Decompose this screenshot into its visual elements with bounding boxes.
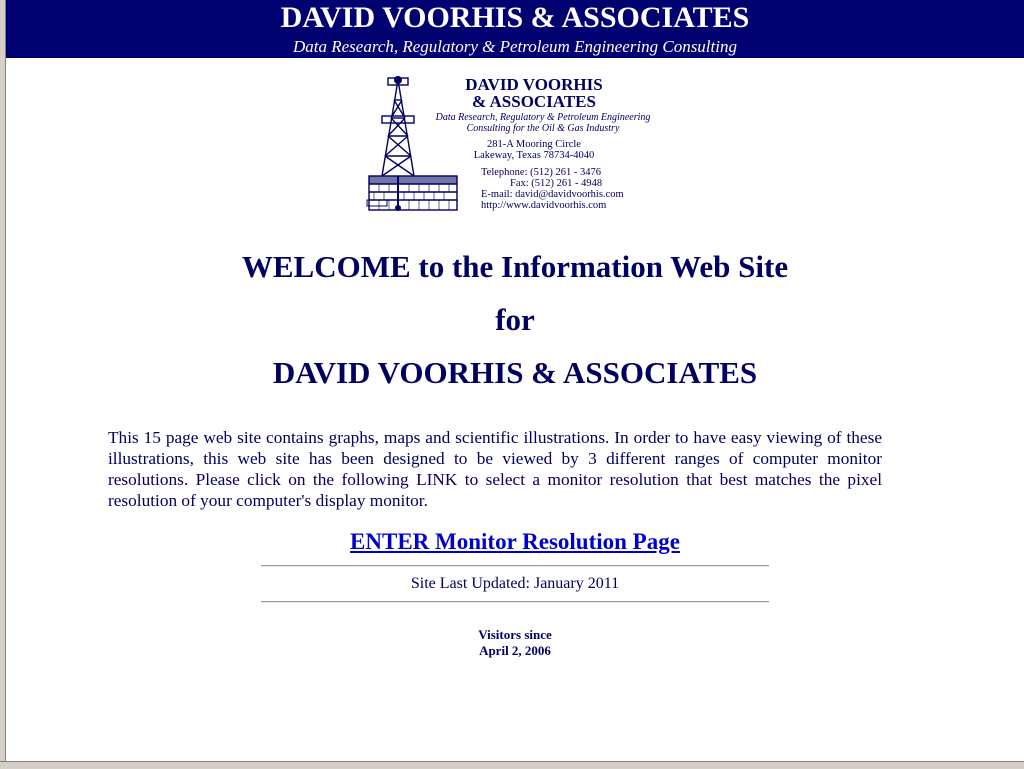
welcome-heading-line1: WELCOME to the Information Web Site: [241, 249, 789, 284]
logo-fax: Fax: (512) 261 - 4948: [510, 178, 603, 189]
logo-email: E-mail: david@davidvoorhis.com: [481, 189, 624, 200]
welcome-heading-line2: for: [495, 302, 535, 337]
logo-tagline-line1: Data Research, Regulatory & Petroleum Engineering: [435, 112, 651, 123]
site-last-updated: Site Last Updated: January 2011: [410, 575, 620, 592]
logo-website: http://www.davidvoorhis.com: [481, 200, 607, 211]
divider-bottom: [261, 601, 769, 603]
company-logo: [364, 72, 664, 216]
logo-telephone: Telephone: (512) 261 - 3476: [481, 167, 601, 178]
header-banner: [6, 0, 1024, 58]
logo-tagline-line2: Consulting for the Oil & Gas Industry: [466, 123, 620, 134]
enter-monitor-resolution-link[interactable]: ENTER Monitor Resolution Page: [350, 529, 680, 554]
welcome-heading-line3: DAVID VOORHIS & ASSOCIATES: [272, 355, 758, 390]
logo-company-name-line2: & ASSOCIATES: [472, 92, 596, 111]
banner-subtitle: Data Research, Regulatory & Petroleum Engineering Consulting: [293, 37, 737, 56]
logo-company-name-line1: DAVID VOORHIS: [465, 75, 603, 94]
intro-paragraph: This 15 page web site contains graphs, maps and scientific illustrations. In order to have easy viewing of these illustrations, this web site has been designed to be viewed by 3 different ranges of computer monitor resolutions. Please click on the following LINK to select a monitor resolution that best matches the pixel resolution of your computer's display monitor.: [108, 428, 882, 510]
visitors-since-label: Visitors since: [478, 627, 552, 642]
divider-top: [261, 565, 769, 567]
visitors-since-date: April 2, 2006: [479, 643, 551, 658]
oil-derrick-icon: [364, 72, 460, 216]
logo-address-line2: Lakeway, Texas 78734-4040: [473, 150, 595, 161]
banner-title: DAVID VOORHIS & ASSOCIATES: [280, 1, 750, 34]
logo-address-line1: 281-A Mooring Circle: [487, 139, 581, 150]
